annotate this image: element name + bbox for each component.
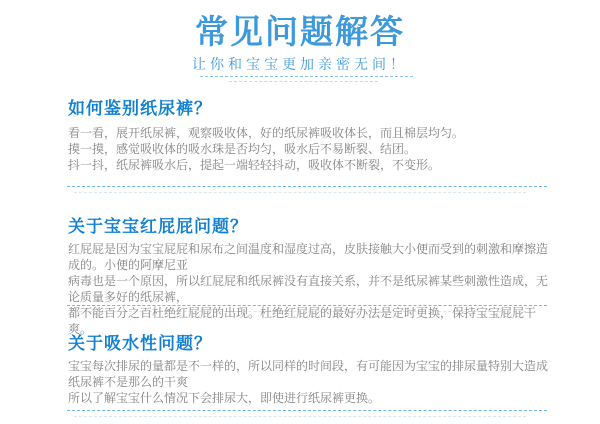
section-heading-absorbency: 关于吸水性问题？ — [68, 334, 212, 354]
section-separator — [67, 410, 547, 411]
body-line: 病毒也是一个原因，所以红屁屁和纸尿裤没有直接关系，并不是纸尿裤某些刺激性造成，无论质量多好的纸尿裤， — [68, 274, 549, 304]
page-title: 常见问题解答 — [195, 12, 405, 51]
section-heading-identify-diapers: 如何鉴别纸尿裤？ — [68, 99, 212, 119]
section-heading-red-bottom: 关于宝宝红屁屁问题？ — [68, 217, 248, 237]
subtitle-underline-secondary — [229, 81, 378, 82]
section-separator-ghost — [74, 311, 526, 312]
section-separator — [67, 186, 547, 187]
subtitle-underline-primary — [200, 76, 413, 77]
section-separator-ghost — [74, 192, 526, 193]
body-line: 红屁屁是因为宝宝屁屁和尿布之间温度和湿度过高，皮肤接触大小便而受到的刺激和摩擦造成的。小便的阿摩尼亚 — [68, 242, 549, 272]
page-subtitle: 让你和宝宝更加亲密无间！ — [192, 57, 408, 73]
body-line: 抖一抖，纸尿裤吸水后，提起一端轻轻抖动，吸收体不断裂，不变形。 — [68, 158, 441, 172]
body-line: 所以了解宝宝什么情况下会排尿大，即使进行纸尿裤更换。 — [68, 391, 381, 405]
body-line: 看一看，展开纸尿裤，观察吸收体，好的纸尿裤吸收体长，而且棉层均匀。 — [68, 126, 465, 140]
body-line: 宝宝每次排尿的量都是不一样的，所以同样的时间段，有可能因为宝宝的排尿量特别大造成纸尿裤不是那么的干爽 — [68, 359, 549, 389]
section-body-absorbency — [68, 358, 550, 406]
body-line: 摸一摸，感觉吸收体的吸水珠是否均匀，吸水后不易断裂、结团。 — [68, 142, 417, 156]
body-line: 都不能百分之百杜绝红屁屁的出现。杜绝红屁屁的最好办法是定时更换，保持宝宝屁屁干爽。 — [68, 306, 537, 336]
section-body-identify-diapers — [68, 125, 550, 173]
section-body-red-bottom — [68, 241, 550, 337]
section-separator-ghost — [74, 416, 526, 417]
section-separator — [67, 305, 547, 306]
